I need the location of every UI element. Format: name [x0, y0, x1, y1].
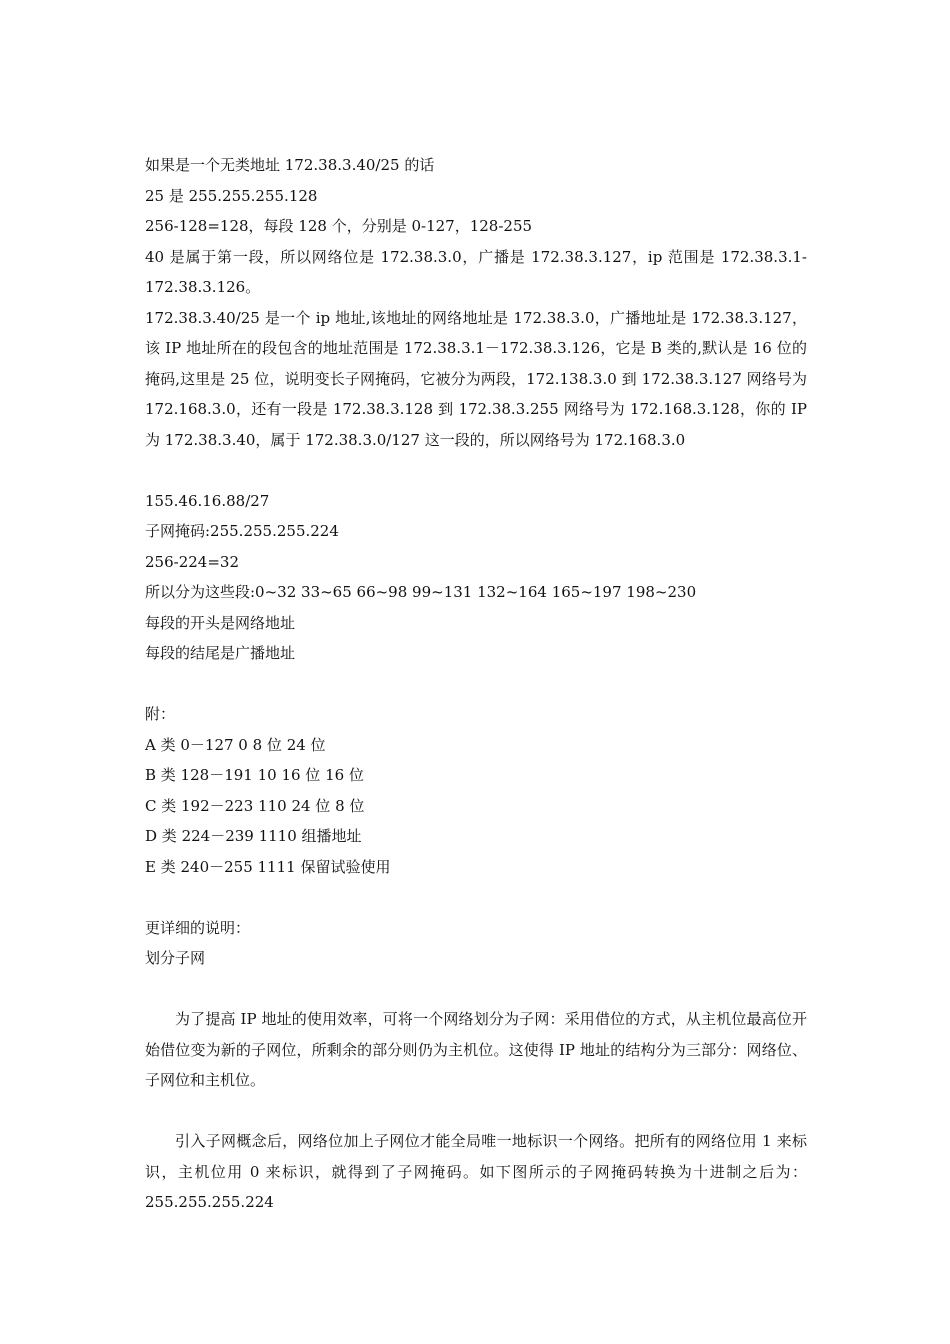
class-row: C 类 192－223 110 24 位 8 位	[145, 796, 365, 815]
text-paragraph: 40 是属于第一段，所以网络位是 172.38.3.0，广播是 172.38.3.127，ip 范围是 172.38.3.1-172.38.3.126。	[145, 247, 807, 296]
spacer	[145, 974, 807, 1005]
text-line: 每段的结尾是广播地址	[145, 644, 296, 662]
class-row: A 类 0－127 0 8 位 24 位	[145, 735, 326, 754]
subnet-27-example	[145, 486, 807, 669]
appendix-heading: 附：	[145, 705, 176, 723]
text-line: 256-128=128，每段 128 个，分别是 0-127，128-255	[145, 217, 533, 235]
text-line: 155.46.16.88/27	[145, 491, 270, 510]
text-line: 256-224=32	[145, 552, 239, 571]
text-line: 25 是 255.255.255.128	[145, 186, 318, 205]
text-line: 如果是一个无类地址 172.38.3.40/25 的话	[145, 156, 435, 174]
section-heading: 更详细的说明：	[145, 918, 251, 937]
subnet-paragraph-2: 引入子网概念后，网络位加上子网位才能全局唯一地标识一个网络。把所有的网络位用 1 来标识，主机位用 0 来标识，就得到了子网掩码。如下图所示的子网掩码转换为十进制之后为：255.255.255.224	[145, 1132, 807, 1211]
spacer	[145, 669, 807, 700]
class-row: E 类 240－255 1111 保留试验使用	[145, 857, 391, 876]
text-paragraph: 172.38.3.40/25 是一个 ip 地址,该地址的网络地址是 172.38.3.0，广播地址是 172.38.3.127，该 IP 地址所在的段包含的地址范围是 172.38.3.1－172.38.3.126，它是 B 类的,默认是 16 位的掩码,这里是 25 位，说明变长子网掩码，它被分为两段，172.138.3.0 到 172.38.3.127 网络号为 172.168.3.0，还有一段是 172.38.3.128 到 172.38.3.255 网络号为 172.168.3.128，你的 IP 为 172.38.3.40，属于 172.38.3.0/127 这一段的，所以网络号为 172.168.3.0	[145, 308, 807, 449]
spacer	[145, 882, 807, 913]
spacer	[145, 455, 807, 486]
appendix-address-classes	[145, 699, 807, 882]
classless-address-example	[145, 150, 807, 455]
spacer	[145, 1096, 807, 1127]
text-line: 每段的开头是网络地址	[145, 613, 296, 632]
detailed-explanation	[145, 913, 807, 1218]
text-line: 所以分为这些段:0~32 33~65 66~98 99~131 132~164 165~197 198~230	[145, 583, 697, 601]
class-row: B 类 128－191 10 16 位 16 位	[145, 766, 364, 784]
section-subheading: 划分子网	[145, 949, 206, 967]
class-row: D 类 224－239 1110 组播地址	[145, 827, 362, 845]
text-line: 子网掩码:255.255.255.224	[145, 522, 339, 540]
subnet-paragraph-1: 为了提高 IP 地址的使用效率，可将一个网络划分为子网：采用借位的方式，从主机位最高位开始借位变为新的子网位，所剩余的部分则仍为主机位。这使得 IP 地址的结构分为三部分：网络位、子网位和主机位。	[145, 1010, 807, 1089]
document-page	[145, 150, 807, 1218]
